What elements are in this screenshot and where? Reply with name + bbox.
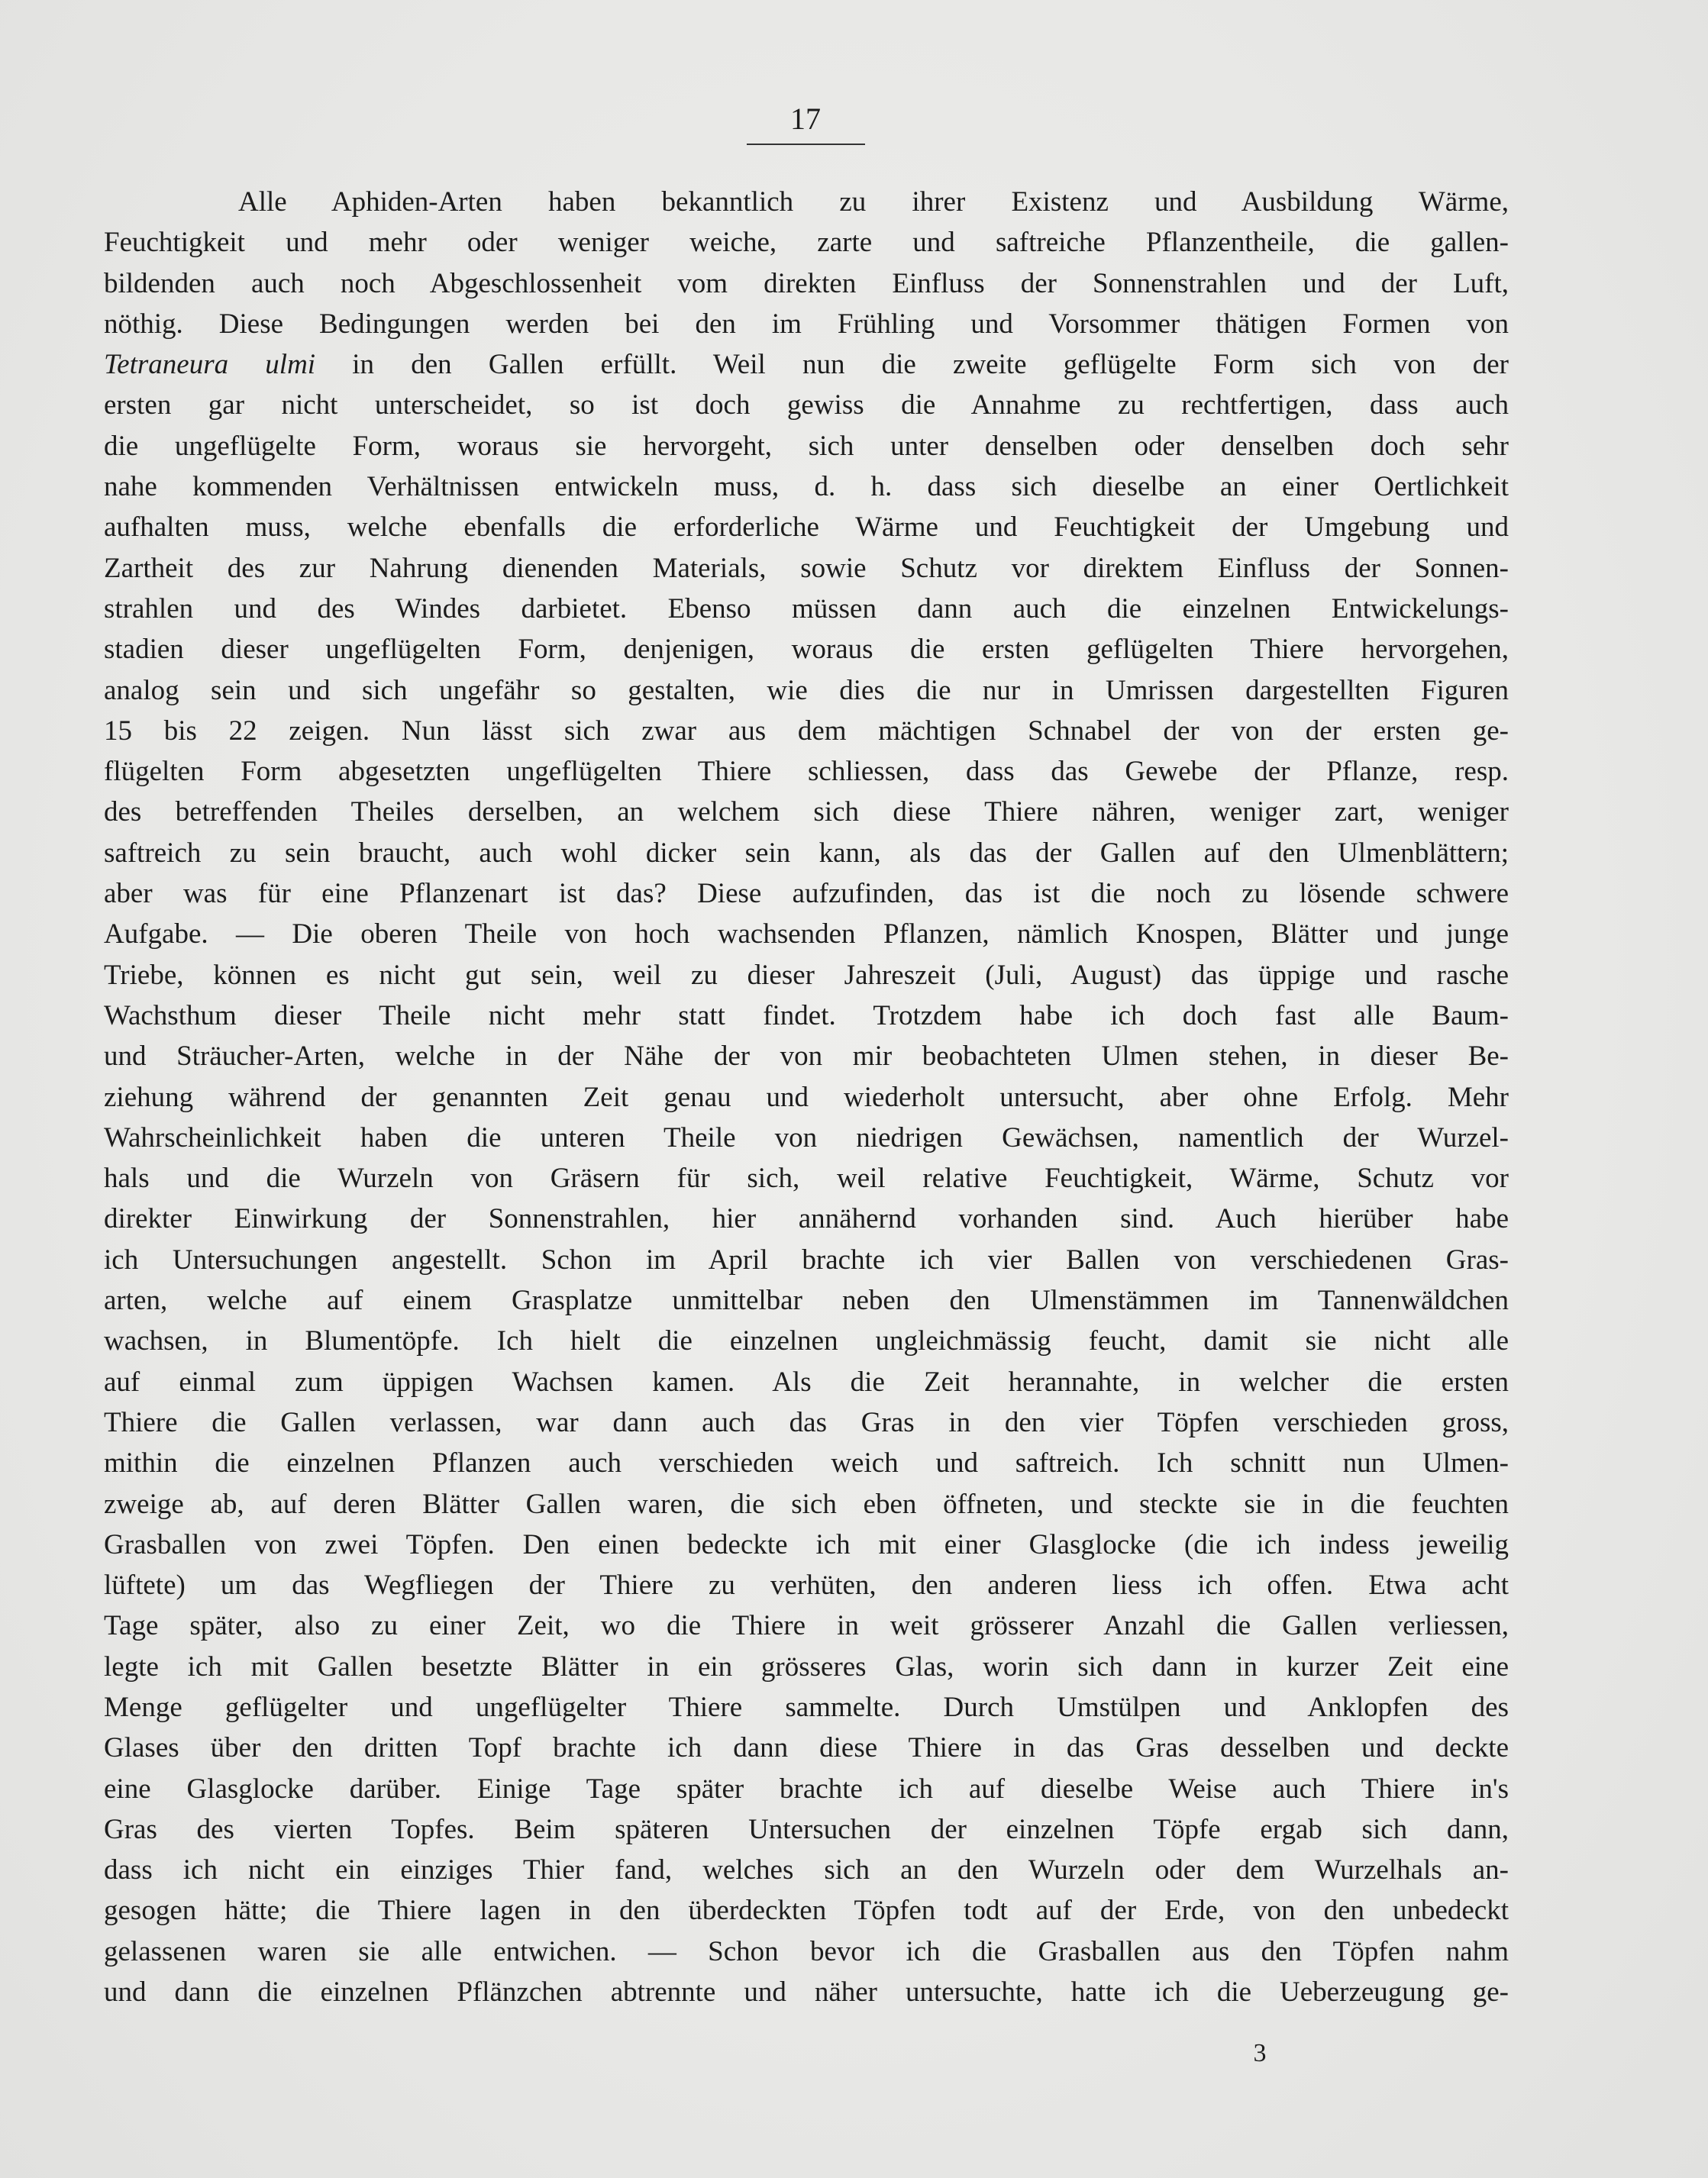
text-line: zweige ab, auf deren Blätter Gallen waren, die sich eben öffneten, und steckte sie in die feuchten xyxy=(104,1488,1509,1520)
text-line: Aufgabe. — Die oberen Theile von hoch wachsenden Pflanzen, nämlich Knospen, Blätter und junge xyxy=(104,918,1509,950)
text-line: eine Glasglocke darüber. Einige Tage später brachte ich auf dieselbe Weise auch Thiere in's xyxy=(104,1773,1509,1805)
text-line: nöthig. Diese Bedingungen werden bei den im Frühling und Vorsommer thätigen Formen von xyxy=(104,308,1509,340)
body-paragraph xyxy=(104,182,1509,2012)
text-line: des betreffenden Theiles derselben, an welchem sich diese Thiere nähren, weniger zart, weniger xyxy=(104,796,1509,828)
text-line: Triebe, können es nicht gut sein, weil zu dieser Jahreszeit (Juli, August) das üppige und rasche xyxy=(104,959,1509,991)
text-line: lüftete) um das Wegfliegen der Thiere zu verhüten, den anderen liess ich offen. Etwa acht xyxy=(104,1570,1509,1602)
text-line: mithin die einzelnen Pflanzen auch verschieden weich und saftreich. Ich schnitt nun Ulmen- xyxy=(104,1447,1509,1479)
text-line: wachsen, in Blumentöpfe. Ich hielt die einzelnen ungleichmässig feucht, damit sie nicht alle xyxy=(104,1325,1509,1357)
text-line: Tage später, also zu einer Zeit, wo die Thiere in weit grösserer Anzahl die Gallen verliessen, xyxy=(104,1610,1509,1642)
text-line: die ungeflügelte Form, woraus sie hervorgeht, sich unter denselben oder denselben doch sehr xyxy=(104,430,1509,462)
text-line: gelassenen waren sie alle entwichen. — Schon bevor ich die Grasballen aus den Töpfen nahm xyxy=(104,1935,1509,1967)
text-line: nahe kommenden Verhältnissen entwickeln muss, d. h. dass sich dieselbe an einer Oertlichkeit xyxy=(104,471,1509,503)
text-line: aufhalten muss, welche ebenfalls die erforderliche Wärme und Feuchtigkeit der Umgebung und xyxy=(104,511,1509,544)
signature-mark: 3 xyxy=(1253,2039,1267,2067)
text-line: auf einmal zum üppigen Wachsen kamen. Als die Zeit herannahte, in welcher die ersten xyxy=(104,1366,1509,1398)
text-line: strahlen und des Windes darbietet. Ebenso müssen dann auch die einzelnen Entwickelungs- xyxy=(104,592,1509,624)
text-line: hals und die Wurzeln von Gräsern für sich, weil relative Feuchtigkeit, Wärme, Schutz vor xyxy=(104,1163,1509,1195)
text-line: Wahrscheinlichkeit haben die unteren Theile von niedrigen Gewächsen, namentlich der Wurzel- xyxy=(104,1121,1509,1154)
text-line: stadien dieser ungeflügelten Form, denjenigen, woraus die ersten geflügelten Thiere hervorgehen, xyxy=(104,634,1509,666)
text-line: Grasballen von zwei Töpfen. Den einen bedeckte ich mit einer Glasglocke (die ich indess jeweilig xyxy=(104,1528,1509,1560)
species-name: Tetraneura ulmi xyxy=(104,349,316,381)
text-line: Feuchtigkeit und mehr oder weniger weiche, zarte und saftreiche Pflanzentheile, die gallen- xyxy=(104,227,1509,259)
text-line: legte ich mit Gallen besetzte Blätter in ein grösseres Glas, worin sich dann in kurzer Zeit eine xyxy=(104,1650,1509,1683)
text-line: und Sträucher-Arten, welche in der Nähe der von mir beobachteten Ulmen stehen, in dieser Be- xyxy=(104,1041,1509,1073)
text-line: aber was für eine Pflanzenart ist das? Diese aufzufinden, das ist die noch zu lösende schwere xyxy=(104,878,1509,910)
text-line: arten, welche auf einem Grasplatze unmittelbar neben den Ulmenstämmen im Tannenwäldchen xyxy=(104,1285,1509,1317)
text-line: ziehung während der genannten Zeit genau und wiederholt untersucht, aber ohne Erfolg. Mehr xyxy=(104,1081,1509,1113)
header-rule xyxy=(747,144,865,145)
text-line: bildenden auch noch Abgeschlossenheit vom direkten Einfluss der Sonnenstrahlen und der Luft, xyxy=(104,267,1509,299)
text-line: Alle Aphiden-Arten haben bekanntlich zu ihrer Existenz und Ausbildung Wärme, xyxy=(238,186,1509,218)
text-line: ich Untersuchungen angestellt. Schon im April brachte ich vier Ballen von verschiedenen Gras- xyxy=(104,1244,1509,1276)
text-line: Menge geflügelter und ungeflügelter Thiere sammelte. Durch Umstülpen und Anklopfen des xyxy=(104,1691,1509,1723)
text-line: saftreich zu sein braucht, auch wohl dicker sein kann, als das der Gallen auf den Ulmenblättern; xyxy=(104,837,1509,869)
page-number: 17 xyxy=(790,102,821,136)
text-line: dass ich nicht ein einziges Thier fand, welches sich an den Wurzeln oder dem Wurzelhals an- xyxy=(104,1854,1509,1886)
text-line-with-species xyxy=(104,344,1509,385)
text-line: Zartheit des zur Nahrung dienenden Materials, sowie Schutz vor direktem Einfluss der Sonnen- xyxy=(104,552,1509,584)
text-line: Gras des vierten Topfes. Beim späteren Untersuchen der einzelnen Töpfe ergab sich dann, xyxy=(104,1813,1509,1845)
text-line: Glases über den dritten Topf brachte ich dann diese Thiere in das Gras desselben und deckte xyxy=(104,1732,1509,1764)
text-line: Wachsthum dieser Theile nicht mehr statt findet. Trotzdem habe ich doch fast alle Baum- xyxy=(104,999,1509,1031)
text-line: analog sein und sich ungefähr so gestalten, wie dies die nur in Umrissen dargestellten Figuren xyxy=(104,674,1509,706)
text-line: und dann die einzelnen Pflänzchen abtrennte und näher untersuchte, hatte ich die Ueberzeugung ge- xyxy=(104,1976,1509,2009)
text-line: gesogen hätte; die Thiere lagen in den überdeckten Töpfen todt auf der Erde, von den unbedeckt xyxy=(104,1895,1509,1927)
text-line: flügelten Form abgesetzten ungeflügelten Thiere schliessen, dass das Gewebe der Pflanze, resp. xyxy=(104,756,1509,788)
text-line: 15 bis 22 zeigen. Nun lässt sich zwar aus dem mächtigen Schnabel der von der ersten ge- xyxy=(104,715,1509,747)
text-line: ersten gar nicht unterscheidet, so ist doch gewiss die Annahme zu rechtfertigen, dass auch xyxy=(104,389,1509,421)
text-line: Thiere die Gallen verlassen, war dann auch das Gras in den vier Töpfen verschieden gross, xyxy=(104,1406,1509,1438)
text-line: direkter Einwirkung der Sonnenstrahlen, hier annähernd vorhanden sind. Auch hierüber habe xyxy=(104,1203,1509,1235)
text-line-rest: in den Gallen erfüllt. Weil nun die zweite geflügelte Form sich von der xyxy=(315,349,1509,381)
